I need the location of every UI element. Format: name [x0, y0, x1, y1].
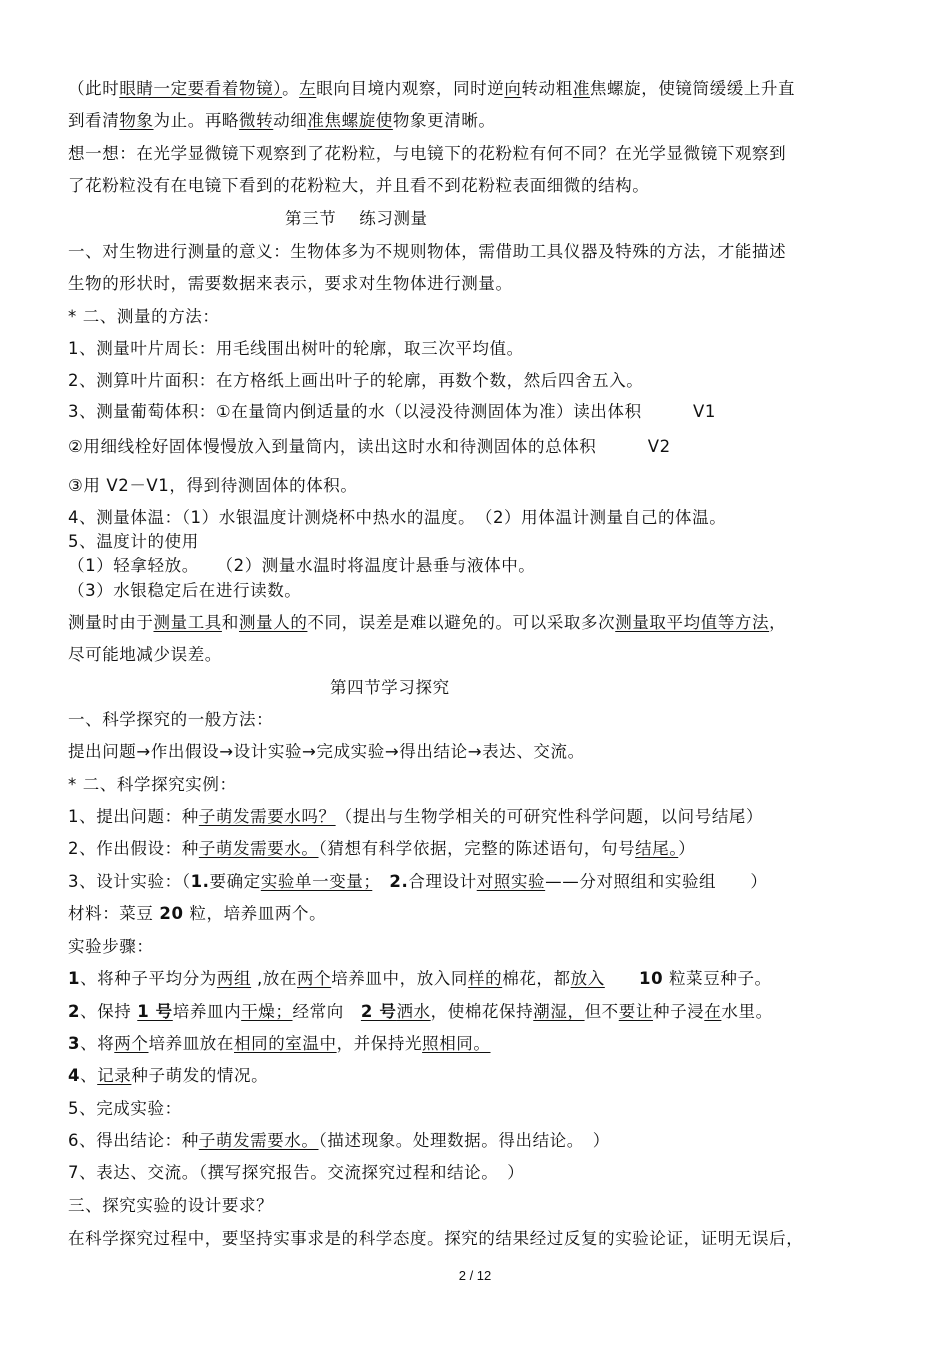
text-line — [68, 306, 220, 328]
text-segment: 想一想：在光学显微镜下观察到了花粉粒，与电镜下的花粉粒有何不同？在光学显微镜下观察到 — [68, 144, 787, 163]
text-segment: 1. — [190, 872, 210, 891]
page-number: 2 / 12 — [458, 1268, 492, 1283]
text-segment: 提出问题→作出假设→设计实验→完成实验→得出结论→表达、交流。 — [68, 742, 585, 761]
text-segment: 、将种子平均分为 — [80, 969, 217, 988]
text-line — [68, 871, 767, 893]
text-line — [285, 208, 428, 230]
text-line — [68, 612, 786, 634]
text-segment: 合理设计 — [408, 872, 477, 891]
text-segment: 种子浸 — [652, 1002, 705, 1021]
text-segment: 10 — [639, 969, 664, 988]
text-line — [68, 1098, 182, 1120]
text-segment: 粒菜豆种子。 — [663, 969, 772, 988]
text-line — [68, 903, 326, 925]
underlined-text: 实验单一变量； — [260, 872, 373, 891]
text-segment: ，使棉花保持 — [430, 1002, 534, 1021]
text-segment: 1、提出问题：种 — [68, 807, 199, 826]
text-line — [68, 1065, 268, 1087]
text-segment: （提出与生物学相关的可研究性科学问题，以问号结尾） — [335, 807, 764, 826]
text-segment: 3、设计实验：（ — [68, 872, 191, 891]
text-segment: 培养皿放在 — [148, 1034, 234, 1053]
text-line — [68, 555, 535, 577]
text-segment: 了花粉粒没有在电镜下看到的花粉粒大，并且看不到花粉粒表面细微的结构。 — [68, 176, 650, 195]
text-segment: 眼向目境内观察，同时逆 — [316, 79, 505, 98]
text-segment: 实验步骤： — [68, 937, 154, 956]
text-line — [68, 741, 585, 763]
text-line — [68, 580, 301, 602]
text-segment: 动细 — [273, 111, 308, 130]
text-line — [68, 110, 496, 132]
underlined-text: 子萌发需要水吗？ — [198, 807, 336, 826]
text-line — [68, 806, 763, 828]
text-line — [68, 507, 726, 529]
underlined-text: 1 号 — [137, 1002, 173, 1021]
underlined-text: 样的 — [468, 969, 503, 988]
text-segment: * 二、科学探究实例： — [68, 775, 237, 794]
underlined-text: 结尾。 — [635, 839, 679, 858]
underlined-text: 测量人的 — [239, 613, 308, 632]
text-segment — [605, 969, 639, 988]
text-segment: 1、测量叶片周长：用毛线围出树叶的轮廓，取三次平均值。 — [68, 339, 524, 358]
text-segment: 、 — [80, 1066, 98, 1085]
text-segment: 2 — [68, 1002, 81, 1021]
text-segment: 2. — [389, 872, 409, 891]
text-segment: 在科学探究过程中，要坚持实事求是的科学态度。探究的结果经过反复的实验论证，证明无误后， — [68, 1229, 804, 1248]
underlined-text: 眼睛一定要看着物镜） — [119, 79, 283, 98]
text-segment: 经常向 — [292, 1002, 361, 1021]
underlined-text: 两个 — [297, 969, 332, 988]
text-line — [68, 1130, 610, 1152]
text-segment: 和 — [221, 613, 240, 632]
underlined-text: 测量取平均值等方法 — [615, 613, 770, 632]
underlined-text: 对照实验 — [476, 872, 546, 891]
text-segment: ， — [769, 613, 787, 632]
underlined-text: 两个 — [114, 1034, 149, 1053]
text-line — [68, 709, 273, 731]
text-segment: 4 — [68, 1066, 81, 1085]
text-segment: 5、完成实验： — [68, 1099, 182, 1118]
underlined-text: 左 — [299, 79, 317, 98]
underlined-text: 要让 — [618, 1002, 653, 1021]
text-segment: 材料：菜豆 — [68, 904, 160, 923]
text-line — [68, 936, 154, 958]
underlined-text: 子萌发需要水。 — [198, 1131, 319, 1150]
text-segment: 20 — [159, 904, 184, 923]
text-segment: （1）轻拿轻放。 （2）测量水温时将温度计悬垂与液体中。 — [68, 556, 536, 575]
text-segment: 不同，误差是难以避免的。可以采取多次 — [307, 613, 616, 632]
text-line — [68, 1228, 803, 1250]
text-line — [68, 774, 237, 796]
text-segment: 粒，培养皿两个。 — [183, 904, 327, 923]
underlined-text: 照相同。 — [422, 1034, 491, 1053]
text-segment: 种子萌发的情况。 — [131, 1066, 269, 1085]
text-segment: 尽可能地减少误差。 — [68, 645, 222, 664]
text-line — [68, 1162, 524, 1184]
text-segment: 水里。 — [721, 1002, 773, 1021]
text-segment: 7、表达、交流。（撰写探究报告。交流探究过程和结论。 ） — [68, 1163, 525, 1182]
text-segment: 第四节学习探究 — [330, 678, 450, 697]
text-segment: 、将 — [80, 1034, 115, 1053]
text-segment: 4、测量体温：（1）水银温度计测烧杯中热水的温度。 （2）用体温计测量自己的体温。 — [68, 508, 727, 527]
text-line — [68, 273, 513, 295]
text-segment: ②用细线栓好固体慢慢放入到量筒内，读出这时水和待测固体的总体积 V2 — [68, 437, 671, 456]
text-line — [68, 1195, 273, 1217]
underlined-text: 洒水 — [396, 1002, 431, 1021]
text-line — [68, 1001, 773, 1023]
text-segment: 1 — [68, 969, 81, 988]
underlined-text: 记录 — [97, 1066, 132, 1085]
text-segment: （描述现象。处理数据。得出结论。 ） — [318, 1131, 610, 1150]
text-line — [68, 338, 524, 360]
underlined-text: 两组 — [216, 969, 252, 988]
text-segment: 。 — [282, 79, 300, 98]
text-segment: 测量时由于 — [68, 613, 154, 632]
text-line — [68, 401, 716, 423]
underlined-text: 准 — [572, 79, 590, 98]
text-segment: 焦螺旋，使镜筒缓缓上升直 — [589, 79, 796, 98]
underlined-text: 2 号 — [360, 1002, 397, 1021]
text-segment: 培养皿内 — [172, 1002, 242, 1021]
text-segment: 要确定 — [209, 872, 261, 891]
text-line — [68, 436, 671, 458]
text-segment: ，并保持光 — [336, 1034, 423, 1053]
text-segment: 三、探究实验的设计要求？ — [68, 1196, 274, 1215]
underlined-text: 潮湿， — [533, 1002, 585, 1021]
text-line — [68, 475, 358, 497]
underlined-text: 干燥； — [241, 1002, 293, 1021]
text-segment: 6、得出结论：种 — [68, 1131, 199, 1150]
text-segment: 但不 — [584, 1002, 619, 1021]
text-segment: 转动粗 — [521, 79, 573, 98]
text-line — [68, 370, 643, 392]
text-line — [68, 531, 199, 553]
text-segment: ） — [678, 839, 696, 858]
text-segment: 生物的形状时，需要数据来表示，要求对生物体进行测量。 — [68, 274, 513, 293]
underlined-text: 在 — [704, 1002, 722, 1021]
underlined-text: 测量工具 — [153, 613, 222, 632]
text-segment — [372, 872, 389, 891]
text-segment: 、保持 — [80, 1002, 138, 1021]
underlined-text: 相同的室温中 — [234, 1034, 337, 1053]
text-segment: ——分对照组和实验组 ） — [545, 872, 768, 891]
text-segment: 3 — [68, 1034, 81, 1053]
text-line — [68, 644, 222, 666]
text-line — [330, 677, 450, 699]
text-line — [68, 175, 649, 197]
underlined-text: 微转 — [239, 111, 274, 130]
text-segment: 到看清 — [68, 111, 120, 130]
text-segment: 为止。再略 — [153, 111, 240, 130]
text-segment: （此时 — [68, 79, 120, 98]
text-segment: 第三节 练习测量 — [285, 209, 428, 228]
underlined-text: 物象 — [119, 111, 154, 130]
text-segment: * 二、测量的方法： — [68, 307, 220, 326]
text-segment: 2、测算叶片面积：在方格纸上画出叶子的轮廓，再数个数，然后四舍五入。 — [68, 371, 644, 390]
text-segment: ,放在 — [251, 969, 297, 988]
text-segment: 2、作出假设：种 — [68, 839, 199, 858]
text-segment: 一、科学探究的一般方法： — [68, 710, 274, 729]
text-segment: 培养皿中，放入同 — [331, 969, 469, 988]
text-segment: 物象更清晰。 — [392, 111, 496, 130]
text-line — [68, 143, 786, 165]
text-segment: 3、测量葡萄体积：①在量筒内倒适量的水（以浸没待测固体为准）读出体积 V1 — [68, 402, 716, 421]
text-segment: 一、对生物进行测量的意义：生物体多为不规则物体，需借助工具仪器及特殊的方法，才能描述 — [68, 242, 787, 261]
underlined-text: 向 — [504, 79, 522, 98]
underlined-text: 准焦螺旋使 — [307, 111, 393, 130]
text-line — [68, 241, 786, 263]
text-segment: 棉花，都 — [502, 969, 571, 988]
text-segment: ③用 V2－V1，得到待测固体的体积。 — [68, 476, 358, 495]
underlined-text: 子萌发需要水。 — [198, 839, 319, 858]
text-line — [68, 838, 695, 860]
text-line — [68, 968, 772, 990]
text-segment: （3）水银稳定后在进行读数。 — [68, 581, 302, 600]
text-line — [68, 1033, 491, 1055]
text-segment: 5、温度计的使用 — [68, 532, 199, 551]
underlined-text: 放入 — [570, 969, 605, 988]
text-segment: （猜想有科学依据，完整的陈述语句，句号 — [318, 839, 636, 858]
text-line — [68, 78, 795, 100]
